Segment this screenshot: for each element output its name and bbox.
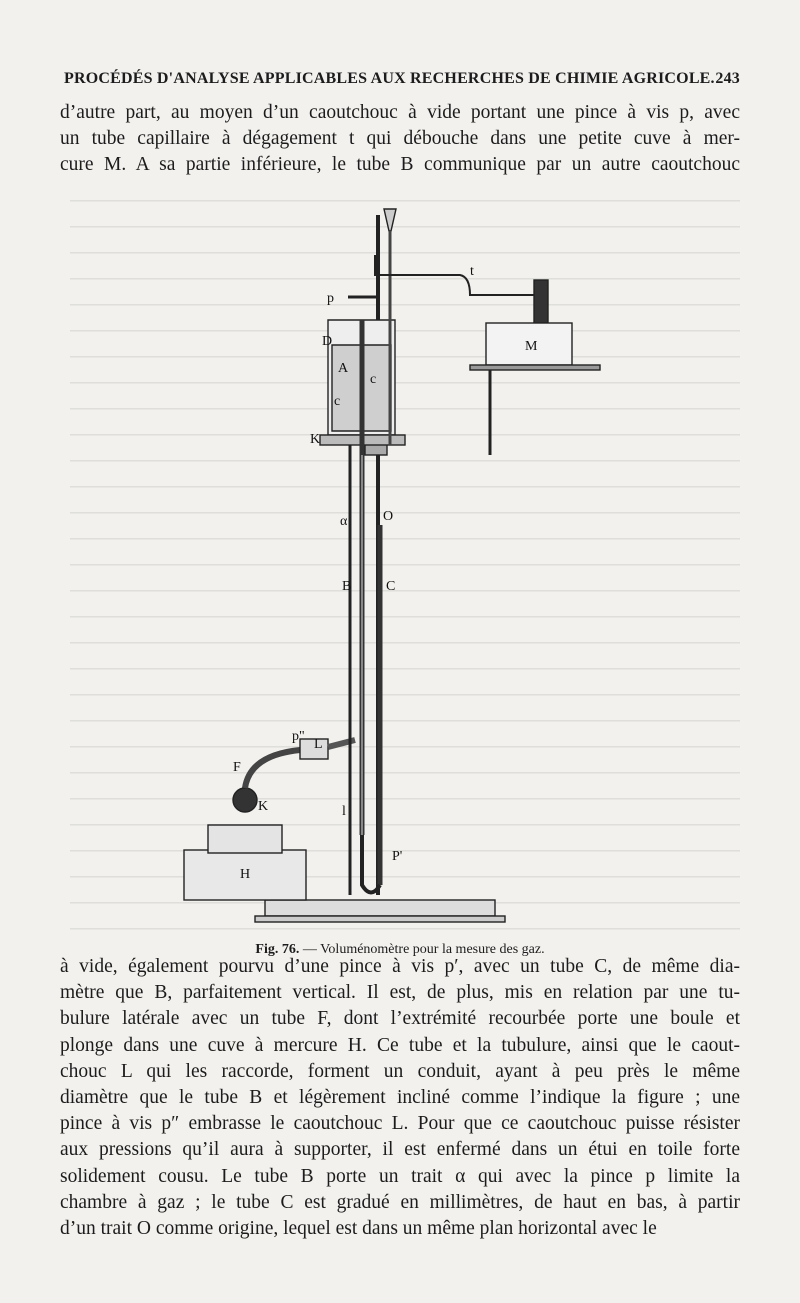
figure-volumenometer — [170, 195, 640, 930]
label-p1: P' — [392, 849, 403, 864]
text-line: diamètre que le tube B et légèrement incliné comme l’indique la figure ; une — [60, 1087, 740, 1109]
label-C: C — [386, 579, 396, 594]
text-line: mètre que B, parfaitement vertical. Il est, de plus, mis en relation par une tu- — [60, 982, 740, 1004]
text-line: chouc L qui les raccorde, forment un conduit, ayant à peu près le même — [60, 1060, 740, 1082]
label-p2: p" — [292, 729, 305, 744]
label-A: A — [338, 361, 349, 376]
label-B: B — [342, 579, 352, 594]
running-head — [64, 70, 740, 88]
text-line: pince à vis p″ embrasse le caoutchouc L. Pour que ce caoutchouc puisse résister — [60, 1113, 740, 1135]
label-D: D — [322, 334, 333, 349]
label-K-bulb: K — [258, 799, 269, 814]
shelf-M — [470, 365, 600, 370]
label-K-top: K — [310, 432, 321, 447]
label-c1: c — [334, 394, 341, 409]
label-l: l — [342, 804, 346, 819]
funnel — [384, 209, 396, 231]
text-line: chambre à gaz ; le tube C est gradué en millimètres, de haut en bas, à partir — [60, 1191, 740, 1213]
text-line: solidement cousu. Le tube B porte un trait α qui avec la pince p limite la — [60, 1165, 740, 1187]
caption-number: Fig. 76. — [255, 942, 300, 957]
text-line: plonge dans une cuve à mercure H. Ce tube et la tubulure, ainsi que le caout- — [60, 1034, 740, 1056]
tank-lid — [208, 825, 282, 853]
base-foot — [255, 916, 505, 922]
text-line: bulure latérale avec un tube F, dont l’extrémité recourbée porte une boule et — [60, 1008, 740, 1030]
mercury-column — [534, 280, 548, 324]
running-head-title: PROCÉDÉS D'ANALYSE APPLICABLES AUX RECHERCHES DE CHIMIE AGRICOLE. — [64, 70, 715, 87]
text-line: d’un trait O comme origine, lequel est dans un même plan horizontal avec le — [60, 1218, 657, 1240]
label-O: O — [383, 509, 394, 524]
label-F: F — [233, 760, 241, 775]
text-line: un tube capillaire à dégagement t qui débouche dans une petite cuve à mer- — [60, 128, 740, 150]
paragraph-top — [60, 100, 740, 179]
page-number: 243 — [715, 70, 740, 87]
text-line: aux pressions qu’il aura à supporter, il est enfermé dans un étui en toile forte — [60, 1139, 740, 1161]
label-alpha: α — [340, 514, 348, 529]
label-p: p — [327, 291, 334, 306]
capillary-t — [375, 255, 540, 295]
label-H: H — [240, 867, 251, 882]
label-M: M — [525, 339, 538, 354]
text-line: d’autre part, au moyen d’un caoutchouc à vide portant une pince à vis p, avec — [60, 102, 740, 123]
caption-text: — Voluménomètre pour la mesure des gaz. — [302, 942, 545, 957]
base-plate — [265, 900, 495, 916]
label-L: L — [314, 737, 323, 752]
label-c2: c — [370, 372, 377, 387]
text-line: cure M. A sa partie inférieure, le tube B communique par un autre caoutchouc — [60, 154, 740, 176]
bulb-K — [233, 788, 257, 812]
paragraph-bottom — [60, 954, 740, 1242]
text-line: à vide, également pourvu d’une pince à vis p′, avec un tube C, de même dia- — [60, 956, 740, 977]
label-t: t — [470, 264, 474, 279]
